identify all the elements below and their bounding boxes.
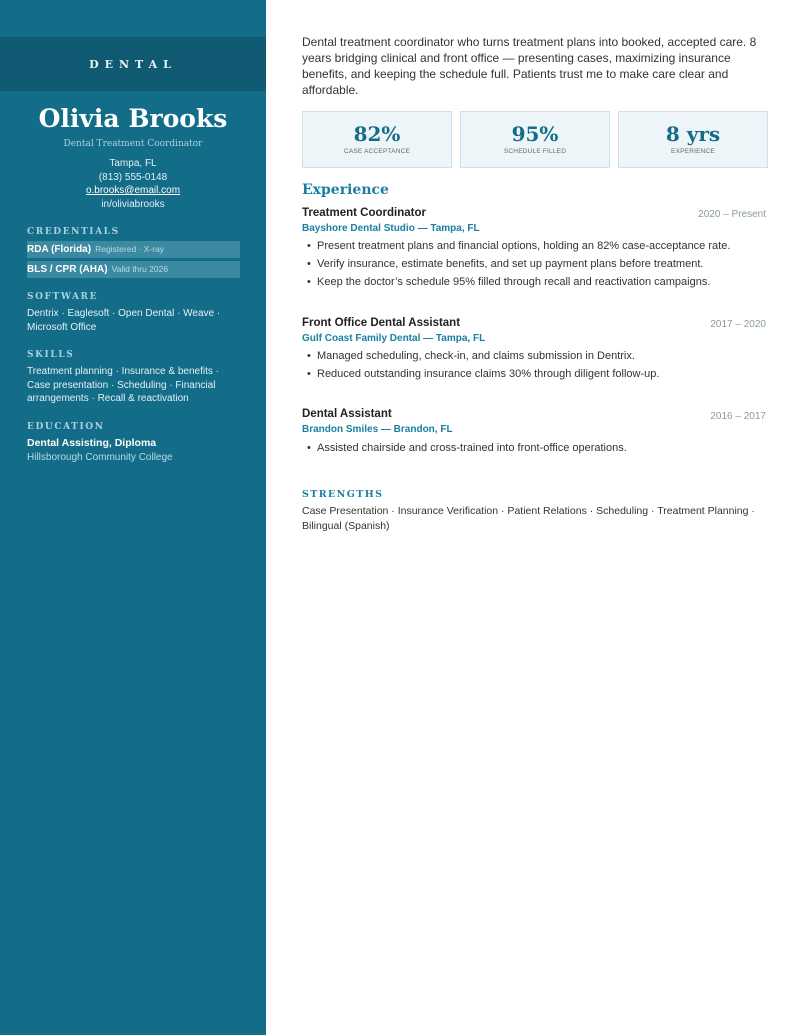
- job-bullet: [307, 350, 635, 362]
- credential-name: BLS / CPR (AHA): [27, 264, 108, 275]
- contact-phone: (813) 555-0148: [98, 171, 168, 183]
- bullet-text: Assisted chairside and cross-trained into front-office operations.: [317, 442, 627, 454]
- sidebar: [0, 0, 266, 1035]
- stat-value: 8 yrs: [665, 122, 721, 146]
- bullet-text: Reduced outstanding insurance claims 30% through diligent follow-up.: [317, 368, 660, 380]
- sidebar-banner: [0, 37, 266, 91]
- banner-label: DENTAL: [89, 58, 177, 71]
- contact-email-link[interactable]: o.brooks@email.com: [85, 185, 181, 196]
- contact-linkedin: in/oliviabrooks: [101, 198, 165, 210]
- job-company: Brandon Smiles — Brandon, FL: [302, 424, 453, 435]
- stat-label: SCHEDULE FILLED: [503, 148, 567, 155]
- job-company: Gulf Coast Family Dental — Tampa, FL: [302, 333, 486, 344]
- bullet-icon: •: [307, 240, 311, 252]
- skills-heading: SKILLS: [27, 350, 75, 360]
- stat-card: [460, 111, 610, 168]
- strengths-heading: STRENGTHS: [302, 489, 384, 500]
- bullet-text: Keep the doctor’s schedule 95% filled through recall and reactivation campaigns.: [317, 276, 711, 288]
- bullet-icon: •: [307, 276, 311, 288]
- education-heading: EDUCATION: [27, 422, 105, 432]
- summary-text: Dental treatment coordinator who turns treatment plans into booked, accepted care. 8 years bridging clinical and front office — presenting cases, maximizing insurance benefits, and keeping the schedule full. Patients trust me to make care clear and affordable.: [302, 35, 757, 97]
- credential-detail: Valid thru 2026: [111, 264, 169, 274]
- stat-label: EXPERIENCE: [671, 148, 715, 155]
- bullet-icon: •: [307, 258, 311, 270]
- credentials-heading: CREDENTIALS: [27, 227, 120, 237]
- software-list: Dentrix · Eaglesoft · Open Dental · Weave · Microsoft Office: [27, 308, 221, 333]
- strengths-list: Case Presentation · Insurance Verification · Patient Relations · Scheduling · Treatment Planning · Bilingual (Spanish): [302, 505, 755, 532]
- stat-value: 82%: [353, 122, 401, 146]
- job-bullet: [307, 258, 703, 270]
- software-heading: SOFTWARE: [27, 292, 99, 302]
- job-title: Treatment Coordinator: [302, 207, 426, 219]
- job-bullet: [307, 276, 710, 288]
- bullet-icon: •: [307, 368, 311, 380]
- credential-name: RDA (Florida): [27, 244, 92, 255]
- bullet-icon: •: [307, 350, 311, 362]
- stat-card: [618, 111, 768, 168]
- experience-heading: Experience: [302, 182, 389, 198]
- job-bullet: [307, 442, 627, 454]
- education-degree: Dental Assisting, Diploma: [27, 437, 157, 449]
- skills-list: Treatment planning · Insurance & benefits · Case presentation · Scheduling · Financial arrangements · Recall & reactivation: [27, 366, 219, 404]
- job-dates: 2016 – 2017: [710, 411, 766, 422]
- candidate-name: Olivia Brooks: [38, 104, 228, 133]
- stat-card: [302, 111, 452, 168]
- credential-item: [27, 241, 240, 258]
- stat-value: 95%: [511, 122, 559, 146]
- job-bullet: [307, 240, 730, 252]
- education-school: Hillsborough Community College: [27, 452, 173, 463]
- bullet-text: Present treatment plans and financial options, holding an 82% case-acceptance rate.: [317, 240, 731, 252]
- job-dates: 2020 – Present: [698, 209, 766, 220]
- bullet-text: Verify insurance, estimate benefits, and set up payment plans before treatment.: [317, 258, 704, 270]
- job-bullet: [307, 368, 659, 380]
- bullet-text: Managed scheduling, check-in, and claims submission in Dentrix.: [317, 350, 635, 362]
- contact-location: Tampa, FL: [109, 158, 157, 169]
- contact-block: [0, 157, 266, 211]
- credential-item: [27, 261, 240, 278]
- candidate-title: Dental Treatment Coordinator: [63, 139, 203, 149]
- job-dates: 2017 – 2020: [710, 319, 766, 330]
- job-title: Front Office Dental Assistant: [302, 317, 461, 329]
- stat-label: CASE ACCEPTANCE: [343, 148, 411, 155]
- job-company: Bayshore Dental Studio — Tampa, FL: [302, 223, 480, 234]
- credential-detail: Registered · X-ray: [95, 244, 165, 254]
- job-title: Dental Assistant: [302, 408, 392, 420]
- bullet-icon: •: [307, 442, 311, 454]
